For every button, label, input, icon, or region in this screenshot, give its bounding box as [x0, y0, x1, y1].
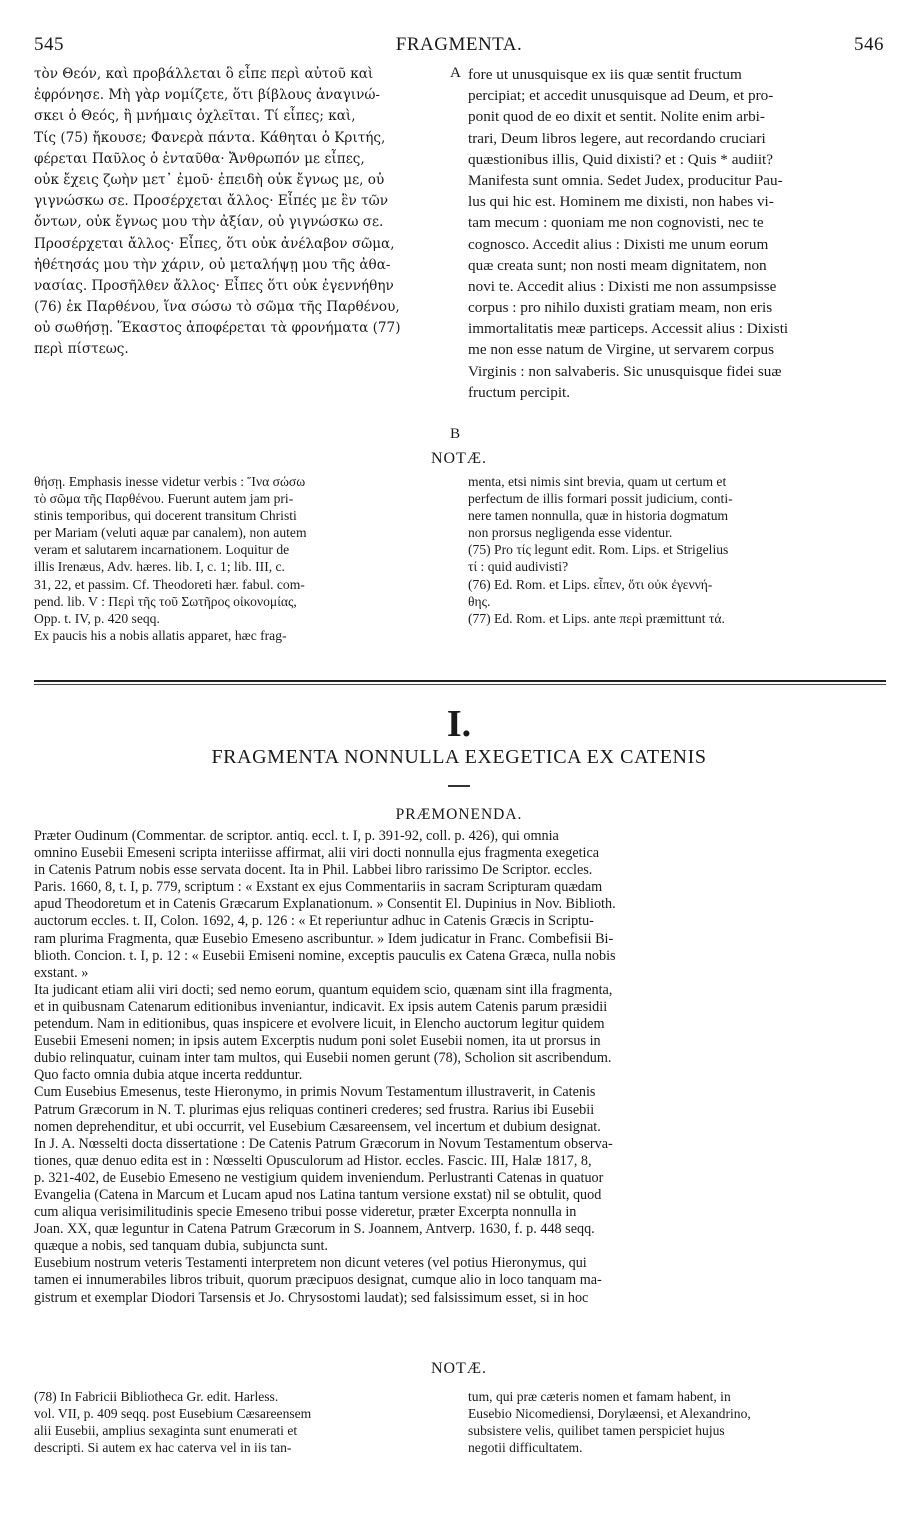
section-numeral: I. [446, 703, 472, 745]
note-line: Ex paucis his a nobis allatis apparet, hæc frag- [34, 627, 287, 643]
latin-text-line: fructum percipit. [468, 383, 571, 401]
body-text-line: cum aliqua verisimilitudinis specie Emeseno tribui posse videretur, præter Excerpta nonnulla in [34, 1204, 577, 1221]
latin-text-line: novi te. Accedit alius : Dixisti me non assumpsisse [468, 277, 777, 295]
body-text-line: ram plurima Fragmenta, quæ Eusebio Emeseno ascribuntur. » Idem judicatur in Franc. Combefisii Bi- [34, 930, 614, 947]
note-line: Eusebio Nicomediensi, Dorylæensi, et Alexandrino, [468, 1406, 751, 1422]
body-text-line: Ita judicant etiam alii viri docti; sed nemo eorum, quantum equidem scio, quænam sint illa fragmenta, [34, 981, 613, 998]
body-text-line: et in quibusnam Catenarum editionibus inveniantur, indicavit. Ex ipsis autem Catenis parum præsidii [34, 998, 608, 1015]
greek-text-line: Προσέρχεται ἄλλος· Εἶπες, ὅτι οὐκ ἀνέλαβον σῶμα, [34, 235, 395, 252]
body-text-line: auctorum eccles. t. II, Colon. 1692, 4, p. 126 : « Et reperiuntur adhuc in Catenis Græcis in Scriptu- [34, 913, 594, 930]
note-line: τί : quid audivisti? [468, 559, 569, 575]
body-text-line: gistrum et exemplar Diodori Tarsensis et Jo. Chrysostomi laudat); sed falsissimum esset, si in hoc [34, 1289, 589, 1306]
note-line: menta, etsi nimis sint brevia, quam ut certum et [468, 474, 727, 489]
note-line: vol. VII, p. 409 seqq. post Eusebium Cæsareensem [34, 1406, 312, 1422]
note-line: negotii difficultatem. [468, 1440, 583, 1456]
greek-text-line: ἠθέτησάς μου τὴν χάριν, οὐ μεταλήψῃ μου τῆς ἀθα- [34, 256, 391, 273]
body-text-line: Cum Eusebius Emesenus, teste Hieronymo, in primis Novum Testamentum illustraverit, in Catenis [34, 1084, 596, 1101]
body-text-line: Eusebium nostrum veteris Testamenti interpretem non dicunt veteres (vel potius Hieronymus, qui [34, 1255, 587, 1272]
greek-text-line: (76) ἐκ Παρθένου, ἵνα σώσω τὸ σῶμα τῆς Παρθένου, [34, 299, 400, 316]
body-text-line: p. 321-402, de Eusebio Emeseno ne vestigium quidem inveniendum. Perlustranti Catenas in quatuor [34, 1169, 604, 1186]
body-text-line: Evangelia (Catena in Marcum et Lucam apud nos Latina tantum versione exstat) nil se obtulit, quod [34, 1186, 602, 1203]
notes-column-right [468, 473, 884, 627]
note-line: θης. [468, 593, 491, 609]
body-text-line: in Catenis Patrum nobis esse servata docent. Ita in Phil. Labbei libro rarissimo De Scriptor. eccles. [34, 862, 593, 879]
notes-bottom-left [34, 1388, 454, 1456]
body-text-line: quæque a nobis, sed tanquam dubia, subjuncta sunt. [34, 1238, 328, 1255]
latin-text-line: fore ut unusquisque ex iis quæ sentit fructum [468, 66, 742, 83]
column-marker-b: B [450, 425, 461, 442]
section-title: FRAGMENTA NONNULLA EXEGETICA EX CATENIS [211, 746, 707, 768]
subheading: PRÆMONENDA. [395, 806, 523, 823]
latin-text-line: trari, Deum libros legere, aut recordando cruciari [468, 129, 766, 147]
greek-text-line: ἐφρόνησε. Μὴ γὰρ νομίζετε, ὅτι βίβλους ἀναγινώ- [34, 87, 381, 104]
body-text-line: petendum. Nam in editionibus, quas inspicere et evolvere licuit, in Elencho auctorum legitur quidem [34, 1016, 605, 1033]
note-line: pend. lib. V : Περὶ τῆς τοῦ Σωτῆρος οἰκονομίας, [34, 593, 297, 609]
greek-text-line: ὄντων, οὐκ ἔγνως μου τὴν ἀξίαν, οὐ γιγνώσκω σε. [34, 214, 384, 231]
notes-bottom-right [468, 1388, 884, 1456]
note-line: Opp. t. IV, p. 420 seqq. [34, 610, 160, 626]
greek-text-line: περὶ πίστεως. [34, 341, 129, 358]
latin-text-line: percipiat; et accedit unusquisque ad Deum, et pro- [468, 87, 774, 105]
latin-text-column [468, 64, 884, 403]
body-text-line: exstant. » [34, 964, 89, 981]
latin-text-line: Virginis : non salvaberis. Sic unusquisque fidei suæ [468, 362, 782, 380]
note-line: perfectum de illis formari possit judicium, conti- [468, 491, 733, 507]
greek-text-line: τὸν Θεόν, καὶ προβάλλεται ὃ εἶπε περὶ αὐτοῦ καὶ [34, 66, 374, 82]
latin-text-line: me non esse natum de Virgine, ut servarem corpus [468, 341, 774, 359]
latin-text-line: quæstionibus illis, Quid dixisti? et : Quis * audiit? [468, 150, 774, 168]
notes-column-left [34, 473, 454, 644]
note-line: tum, qui præ cæteris nomen et famam habent, in [468, 1389, 731, 1404]
body-text-line: Quo facto omnia dubia atque incerta redduntur. [34, 1067, 303, 1084]
latin-text-line: immortalitatis meæ particeps. Accessit alius : Dixisti [468, 320, 789, 338]
note-line: illis Irenæus, Adv. hæres. lib. I, c. 1; lib. III, c. [34, 559, 285, 575]
note-line: non prorsus negligenda esse videntur. [468, 525, 673, 541]
note-line: θήσῃ. Emphasis inesse videtur verbis : Ἵνα σώσω [34, 474, 306, 489]
title-dash [448, 785, 470, 787]
body-text-line: Eusebii Emeseni nomen; in ipsis autem Excerptis nudum poni solet Eusebii nomen, ita ut prorsus in [34, 1033, 601, 1050]
latin-text-line: cognosco. Accedit alius : Dixisti me unum eorum [468, 235, 769, 253]
note-line: nere tamen nonnulla, quæ in historia dogmatum [468, 508, 729, 524]
note-line: (78) In Fabricii Bibliotheca Gr. edit. Harless. [34, 1389, 279, 1404]
note-line: 31, 22, et passim. Cf. Theodoreti hær. fabul. com- [34, 576, 305, 592]
note-line: stinis temporibus, qui docerent transitum Christi [34, 508, 297, 524]
page-number-left: 545 [34, 34, 64, 55]
note-line: descripti. Si autem ex hac caterva vel in iis tan- [34, 1440, 292, 1456]
body-text-line: blioth. Concion. t. I, p. 12 : « Eusebii Emiseni nomine, exceptis pauculis ex Catena Græca, nulla nobis [34, 947, 616, 964]
note-line: (76) Ed. Rom. et Lips. εἶπεν, ὅτι οὐκ ἐγεννή- [468, 576, 713, 592]
note-line: veram et salutarem incarnationem. Loquitur de [34, 542, 290, 558]
section-divider-rule [34, 680, 886, 682]
running-title: FRAGMENTA. [395, 34, 523, 55]
body-text-line: nomen deprehenditur, et ubi occurrit, vel Eusebium Cæsareensem, vel incertum et dubium designat. [34, 1118, 601, 1135]
latin-text-line: lus qui hic est. Hominem me dixisti, non habes vi- [468, 193, 774, 211]
body-text-line: omnino Eusebii Emeseni scripta interiisse affirmat, alii viri docti nonnulla ejus fragmenta exegetica [34, 845, 600, 862]
body-text-line: Patrum Græcorum in N. T. plurimas ejus reliquas contineri crederes; sed frustra. Rarius ibi Eusebii [34, 1101, 595, 1118]
greek-text-line: σκει ὁ Θεός, ἢ μνήμαις ὀχλεῖται. Τί εἶπες; καὶ, [34, 108, 356, 125]
greek-text-line: φέρεται Παῦλος ὁ ἐνταῦθα· Ἄνθρωπόν με εἶπες, [34, 150, 365, 167]
body-text-line: tamen ei innumerabiles libros tribuit, quorum præcipuos designat, cumque alio in loco tanquam ma- [34, 1272, 602, 1289]
note-line: alii Eusebii, amplius sexaginta sunt enumerati et [34, 1423, 298, 1439]
note-line: (77) Ed. Rom. et Lips. ante περὶ præmittunt τά. [468, 610, 725, 626]
body-text-line: Præter Oudinum (Commentar. de scriptor. antiq. eccl. t. I, p. 391-92, coll. p. 426), qui omnia [34, 828, 559, 844]
praemonenda-body [34, 828, 886, 1307]
note-line: (75) Pro τίς legunt edit. Rom. Lips. et Strigelius [468, 542, 729, 558]
notae-heading: NOTÆ. [430, 450, 488, 467]
body-text-line: Joan. XX, quæ leguntur in Catena Patrum Græcorum in S. Joannem, Antverp. 1630, f. p. 448 seqq. [34, 1221, 595, 1238]
note-line: subsistere velis, quilibet tamen perspiciet hujus [468, 1423, 725, 1439]
latin-text-line: tam mecum : quoniam me non cognovisti, nec te [468, 214, 764, 232]
note-line: τὸ σῶμα τῆς Παρθένου. Fuerunt autem jam pri- [34, 491, 294, 507]
greek-text-line: γιγνώσκω σε. Προσέρχεται ἄλλος· Εἶπές με ἓν τῶν [34, 193, 389, 210]
greek-text-column [34, 64, 454, 361]
body-text-line: In J. A. Nœsselti docta dissertatione : De Catenis Patrum Græcorum in Novum Testamentum observa- [34, 1135, 613, 1152]
greek-text-line: οὐ σωθήσῃ. Ἕκαστος ἀποφέρεται τὰ φρονήματα (77) [34, 320, 401, 337]
body-text-line: apud Theodoretum et in Catenis Græcarum Explanationum. » Consentit El. Dupinius in Nov. Biblioth. [34, 896, 616, 913]
greek-text-line: οὐκ ἔχεις ζωὴν μετ᾽ ἐμοῦ· ἐπειδὴ οὐκ ἔγνως με, οὐ [34, 171, 385, 188]
column-marker-a: A [450, 64, 461, 81]
latin-text-line: corpus : pro nihilo duxisti gratiam meam, non eris [468, 299, 773, 317]
page-number-right: 546 [854, 34, 884, 55]
section-divider-rule-thin [34, 684, 886, 685]
body-text-line: tiones, quæ denuo edita est in : Nœsselti Opusculorum ad Histor. eccles. Fascic. III, Halæ 1817, 8, [34, 1152, 592, 1169]
note-line: per Mariam (veluti aquæ par canalem), non autem [34, 525, 307, 541]
latin-text-line: quæ creata sunt; non nosti meam dignitatem, non [468, 256, 767, 274]
greek-text-line: νασίας. Προσῆλθεν ἄλλος· Εἶπες ὅτι οὐκ ἐγεννήθην [34, 277, 394, 294]
body-text-line: Paris. 1660, 8, t. I, p. 779, scriptum : « Exstant ex ejus Commentariis in sacram Scripturam quædam [34, 879, 603, 896]
greek-text-line: Τίς (75) ἤκουσε; Φανερὰ πάντα. Κάθηται ὁ Κριτής, [34, 129, 386, 146]
notae-heading-2: NOTÆ. [430, 1360, 488, 1377]
latin-text-line: ponit quod de eo dixit et sentit. Nolite enim arbi- [468, 108, 765, 126]
body-text-line: dubio relinquatur, cuinam inter tam multos, qui Eusebii nomen gerunt (78), Scholion sit ascribendum. [34, 1050, 612, 1067]
latin-text-line: Manifesta sunt omnia. Sedet Judex, producitur Pau- [468, 171, 783, 189]
